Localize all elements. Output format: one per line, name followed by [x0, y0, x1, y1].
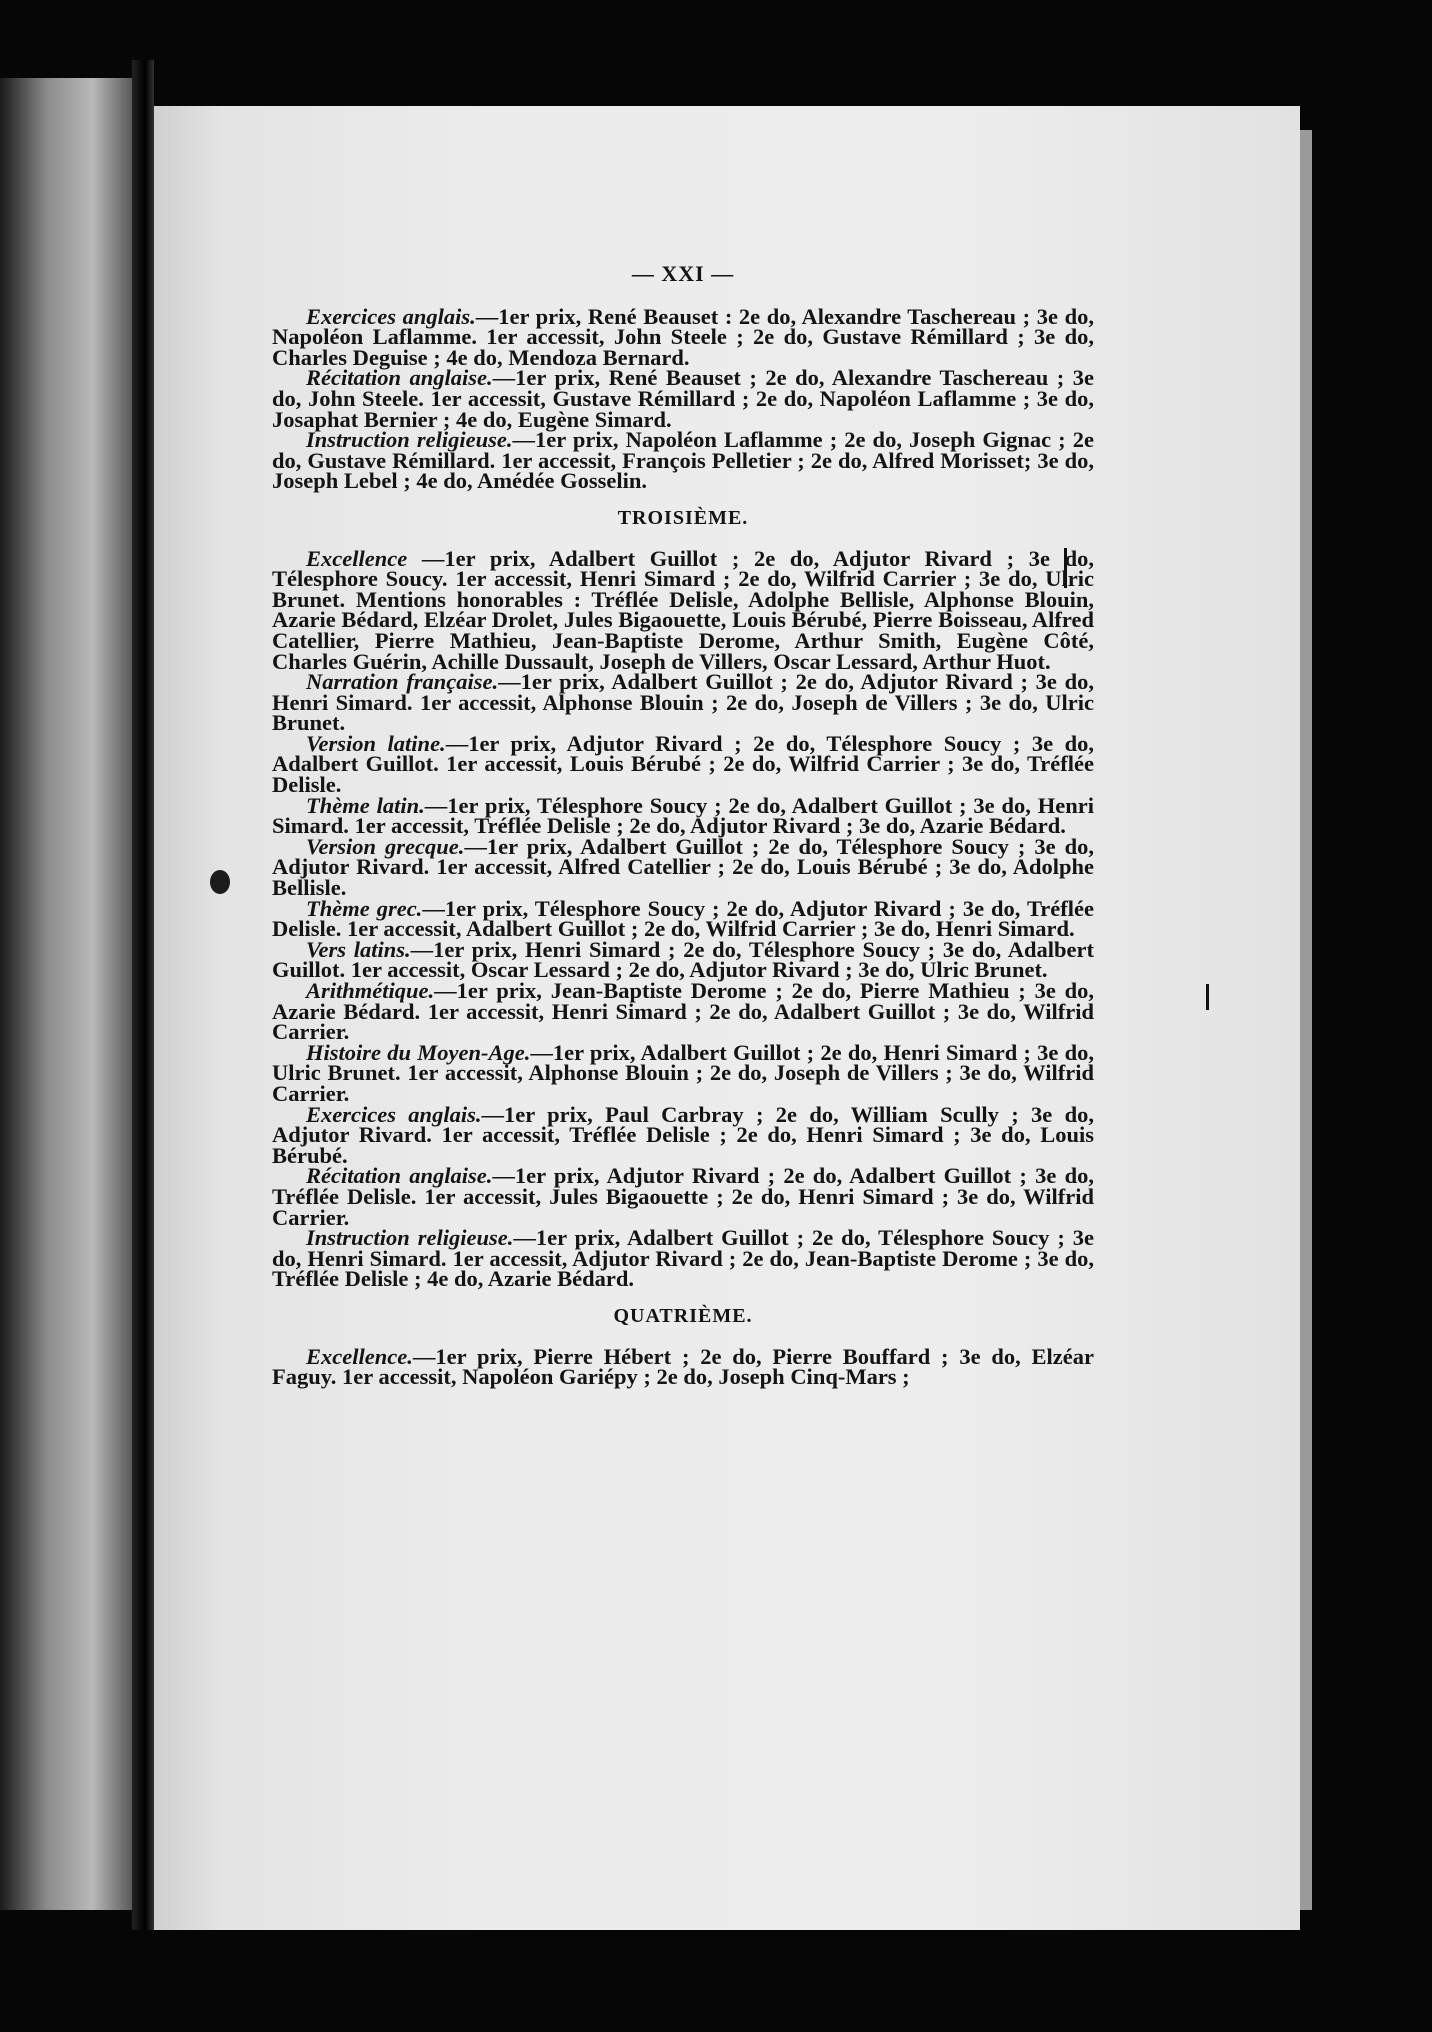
- subject: Récitation anglaise.: [306, 365, 493, 391]
- prize-paragraph: [272, 833, 1094, 901]
- prize-paragraph: [272, 730, 1094, 798]
- prize-list: —1er prix, René Beauset : 2e do, Alexandre Taschereau ; 3e do, Napoléon Laflamme. 1er accessit, John Steele ; 2e do, Gustave Rémillard ; 3e do, Charles Deguise ; 4e do, Mendoza Bernard.: [272, 303, 1094, 370]
- subject: Vers latins.: [306, 936, 411, 962]
- ink-blot: [210, 870, 230, 894]
- margin-mark: [1206, 984, 1209, 1010]
- section-seconde-end: [272, 303, 1094, 494]
- prize-list: —1er prix, Télesphore Soucy ; 2e do, Adalbert Guillot ; 3e do, Henri Simard. 1er accessit, Tréflée Delisle ; 2e do, Adjutor Rivard ; 3e do, Azarie Bédard.: [272, 792, 1095, 839]
- page-text: [272, 261, 1095, 1390]
- section-heading-quatrieme: QUATRIÈME.: [613, 1304, 753, 1327]
- prize-list: —1er prix, Adalbert Guillot ; 2e do, Télesphore Soucy ; 3e do, Adjutor Rivard. 1er accessit, Alfred Catellier ; 2e do, Louis Bérubé ; 3e do, Adolphe Bellisle.: [272, 833, 1094, 901]
- page-right-edge: [1300, 130, 1312, 1910]
- subject: Instruction religieuse.: [306, 427, 513, 453]
- prize-paragraph: [272, 895, 1094, 942]
- book-gutter: [132, 60, 154, 1930]
- prize-list: —1er prix, Adalbert Guillot ; 2e do, Henri Simard ; 3e do, Ulric Brunet. 1er accessit, Alphonse Blouin ; 2e do, Joseph de Villers ; 3e do, Wilfrid Carrier.: [272, 1039, 1095, 1106]
- prize-paragraph: [272, 545, 1094, 674]
- prize-list: —1er prix, Adalbert Guillot ; 2e do, Télesphore Soucy ; 3e do, Henri Simard. 1er accessit, Adjutor Rivard ; 2e do, Jean-Baptiste Derome ; 3e do, Tréflée Delisle ; 4e do, Azarie Bédard.: [272, 1225, 1094, 1292]
- subject: Exercices anglais.: [306, 303, 476, 329]
- prize-paragraph: [272, 978, 1094, 1045]
- prize-list: —1er prix, Jean-Baptiste Derome ; 2e do, Pierre Mathieu ; 3e do, Azarie Bédard. 1er accessit, Henri Simard ; 2e do, Adalbert Guillot ; 3e do, Wilfrid Carrier.: [272, 978, 1094, 1045]
- prize-paragraph: [272, 792, 1095, 839]
- prize-paragraph: [272, 1225, 1094, 1292]
- prize-paragraph: [272, 1163, 1094, 1230]
- prize-list: —1er prix, Adjutor Rivard ; 2e do, Adalbert Guillot ; 3e do, Tréflée Delisle. 1er accessit, Jules Bigaouette ; 2e do, Henri Simard ; 3e do, Wilfrid Carrier.: [272, 1163, 1094, 1230]
- prize-list: —1er prix, Henri Simard ; 2e do, Télesphore Soucy ; 3e do, Adalbert Guillot. 1er accessit, Oscar Lessard ; 2e do, Adjutor Rivard ; 3e do, Ulric Brunet.: [272, 936, 1094, 983]
- subject: Récitation anglaise.: [306, 1163, 493, 1189]
- prize-list: —1er prix, Adjutor Rivard ; 2e do, Télesphore Soucy ; 3e do, Adalbert Guillot. 1er accessit, Louis Bérubé ; 2e do, Wilfrid Carrier ; 3e do, Tréflée Delisle.: [272, 730, 1094, 798]
- subject: Thème latin.: [306, 792, 425, 818]
- subject: Narration française.: [306, 669, 499, 695]
- subject: Version latine.: [306, 730, 446, 756]
- prize-paragraph: [272, 427, 1094, 494]
- prize-list: —1er prix, Adalbert Guillot ; 2e do, Adjutor Rivard ; 3e do, Henri Simard. 1er accessit, Alphonse Blouin ; 2e do, Joseph de Villers ; 3e do, Ulric Brunet.: [272, 669, 1094, 736]
- section-heading-troisieme: TROISIÈME.: [617, 506, 749, 529]
- subject: Exercices anglais.: [306, 1101, 482, 1127]
- section-troisieme: [272, 545, 1095, 1292]
- prize-paragraph: [272, 365, 1094, 432]
- section-quatrieme: [272, 1343, 1094, 1390]
- prize-paragraph: [272, 303, 1094, 370]
- subject: Histoire du Moyen-Age.: [306, 1039, 531, 1065]
- prize-list: —1er prix, René Beauset ; 2e do, Alexandre Taschereau ; 3e do, John Steele. 1er accessit, Gustave Rémillard ; 2e do, Napoléon Laflamme ; 3e do, Josaphat Bernier ; 4e do, Eugène Simard.: [272, 365, 1094, 432]
- prize-list: —1er prix, Paul Carbray ; 2e do, William Scully ; 3e do, Adjutor Rivard. 1er accessit, Tréflée Delisle ; 2e do, Henri Simard ; 3e do, Louis Bérubé.: [272, 1101, 1094, 1168]
- prize-list: —1er prix, Adalbert Guillot ; 2e do, Adjutor Rivard ; 3e do, Télesphore Soucy. 1er accessit, Henri Simard ; 2e do, Wilfrid Carrier ; 3e do, Ulric Brunet. Mentions honorables : Tréflée Delisle, Adolphe Bellisle, Alphonse Blouin, Azarie Bédard, Elzéar Drolet, Jules Bigaouette, Louis Bérubé, Pierre Boisseau, Alfred Catellier, Pierre Mathieu, Jean-Baptiste Derome, Arthur Smith, Eugène Côté, Charles Guérin, Achille Dussault, Joseph de Villers, Oscar Lessard, Arthur Huot.: [272, 545, 1094, 674]
- prize-paragraph: [272, 1343, 1094, 1390]
- subject: Arithmétique.: [306, 978, 435, 1003]
- prize-list: —1er prix, Télesphore Soucy ; 2e do, Adjutor Rivard ; 3e do, Tréflée Delisle. 1er accessit, Adalbert Guillot ; 2e do, Wilfrid Carrier ; 3e do, Henri Simard.: [272, 895, 1094, 942]
- page-number: — XXI —: [631, 261, 735, 286]
- subject: Excellence: [306, 545, 408, 571]
- subject: Thème grec.: [306, 895, 423, 921]
- prize-list: —1er prix, Pierre Hébert ; 2e do, Pierre Bouffard ; 3e do, Elzéar Faguy. 1er accessit, Napoléon Gariépy ; 2e do, Joseph Cinq-Mars ;: [272, 1343, 1094, 1390]
- prize-list: —1er prix, Napoléon Laflamme ; 2e do, Joseph Gignac ; 2e do, Gustave Rémillard. 1er accessit, François Pelletier ; 2e do, Alfred Morisset; 3e do, Joseph Lebel ; 4e do, Amédée Gosselin.: [272, 427, 1094, 494]
- prize-paragraph: [272, 1039, 1095, 1106]
- left-page-edge: [0, 78, 132, 1910]
- prize-paragraph: [272, 1101, 1094, 1168]
- subject: Version grecque.: [306, 833, 465, 859]
- prize-paragraph: [272, 936, 1094, 983]
- subject: Excellence.: [306, 1343, 413, 1369]
- prize-paragraph: [272, 669, 1094, 736]
- subject: Instruction religieuse.: [306, 1225, 514, 1251]
